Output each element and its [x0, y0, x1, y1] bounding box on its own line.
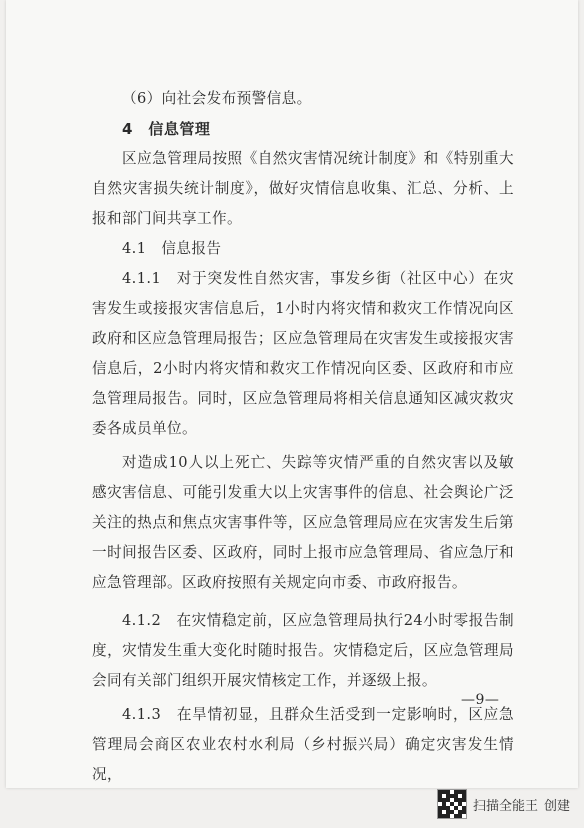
- paragraph-serious-disaster: 对造成10人以上死亡、失踪等灾情严重的自然灾害以及敏感灾害信息、可能引发重大以上灾害事件的信息、社会舆论广泛关注的热点和焦点灾害事件等，区应急管理局应在灾害发生后第一时间报告区委、区政府，同时上报市应急管理局、省应急厅和应急管理部。区政府按照有关规定向市委、市政府报告。: [92, 454, 514, 591]
- brand-action: 创建: [544, 798, 571, 814]
- paragraph-4-1-3: 4.1.3 在旱情初显，且群众生活受到一定影响时，区应急管理局会商区农业农村水利局（乡村振兴局）确定灾害发生情况，: [92, 706, 514, 783]
- document-body: [92, 84, 514, 790]
- scanner-watermark: [437, 787, 570, 821]
- paragraph-warning: （6）向社会发布预警信息。: [122, 90, 312, 107]
- paragraph-info-management: 区应急管理局按照《自然灾害情况统计制度》和《特别重大自然灾害损失统计制度》，做好灾情信息收集、汇总、分析、上报和部门间共享工作。: [92, 150, 514, 227]
- subsection-heading-info-report: 4.1 信息报告: [122, 240, 222, 257]
- paragraph-4-1-2: 4.1.2 在灾情稳定前，区应急管理局执行24小时零报告制度，灾情发生重大变化时随时报告。灾情稳定后，区应急管理局会同有关部门组织开展灾情核定工作，并逐级上报。: [92, 612, 514, 689]
- document-page: [6, 0, 578, 788]
- scanner-brand: [473, 795, 570, 814]
- paragraph-4-1-1: 4.1.1 对于突发性自然灾害，事发乡街（社区中心）在灾害发生或接报灾害信息后，1小时内将灾情和救灾工作情况向区政府和区应急管理局报告；区应急管理局在灾害发生或接报灾害信息后，2小时内将灾情和救灾工作情况向区委、区政府和市应急管理局报告。同时，区应急管理局将相关信息通知区减灾救灾委各成员单位。: [92, 270, 514, 437]
- page-number: —9—: [461, 692, 500, 708]
- qr-code-icon: [437, 789, 467, 819]
- brand-name: 扫描全能王: [473, 798, 539, 814]
- section-heading-info-management: 4 信息管理: [122, 120, 211, 138]
